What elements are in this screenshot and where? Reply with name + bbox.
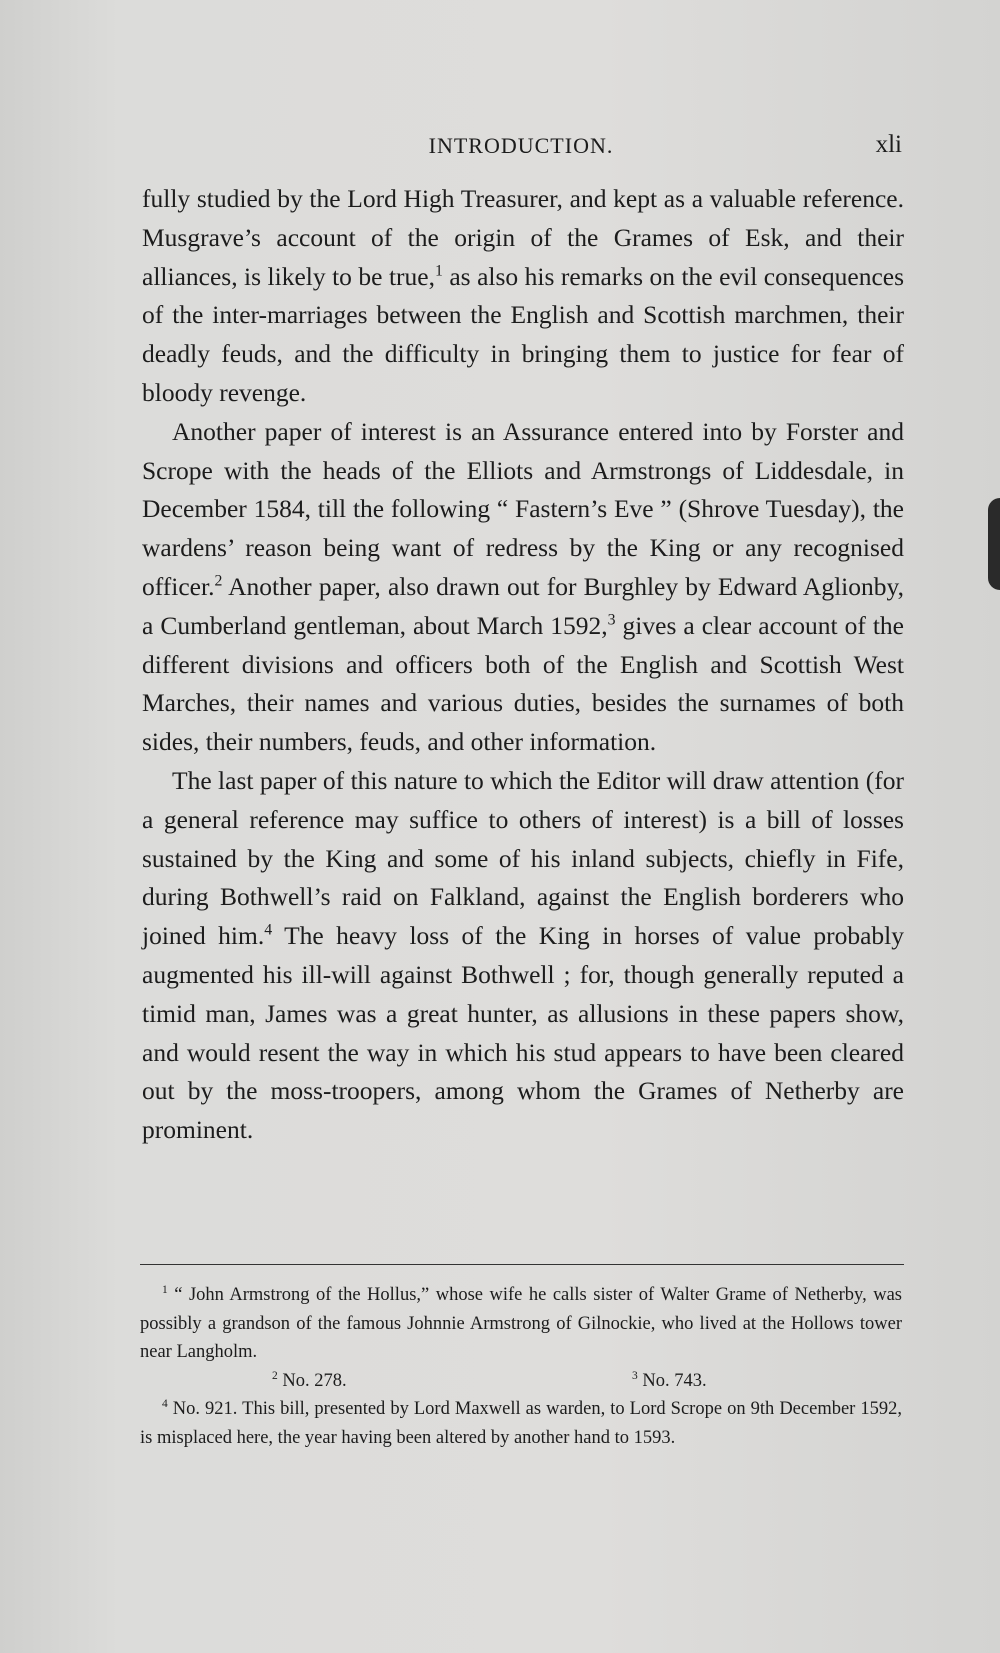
page-header — [140, 129, 902, 165]
footnote-ref-2: 2 — [214, 572, 223, 590]
footnote-rule — [140, 1264, 904, 1265]
footnote-ref-3: 3 — [607, 611, 616, 629]
footnote-3: $^3$ No. 743. — [632, 1369, 707, 1391]
running-head: INTRODUCTION. — [428, 133, 614, 158]
footnote-1: $^1$ “ John Armstrong of the Hollus,” whose wife he calls sister of Walter Grame of Netherby, was possibly a grandson of the famous Johnnie Armstrong of Gilnockie, who lived at the Hollows tower near Langholm. — [140, 1283, 902, 1363]
paragraph-1: fully studied by the Lord High Treasurer, and kept as a valuable reference. Musgrave’s account of the origin of the Grames of Esk, and their alliances, is likely to be true,$^1$ as also his remarks on the evil consequences of the inter-marriages between the English and Scottish marchmen, their deadly feuds, and the difficulty in bringing them to justice for fear of bloody revenge. — [142, 184, 905, 407]
footnotes — [140, 1281, 902, 1453]
footnote-4: $^4$ No. 921. This bill, presented by Lord Maxwell as warden, to Lord Scrope on 9th December 1592, is misplaced here, the year having been altered by another hand to 1593. — [140, 1398, 902, 1448]
page-edge-shadow — [988, 498, 1000, 590]
footnote-row-2-3 — [140, 1367, 902, 1396]
footnote-ref-4: 4 — [264, 921, 273, 939]
paragraph-3: The last paper of this nature to which the Editor will draw attention (for a general reference may suffice to others of interest) is a bill of losses sustained by the King and some of his inland subjects, chiefly in Fife, during Bothwell’s raid on Falkland, against the English borderers who joined him.$^4$ The heavy loss of the King in horses of value probably augmented his ill-will against Bothwell ; for, though generally reputed a timid man, James was a great hunter, as allusions in these papers show, and would resent the way in which his stud appears to have been cleared out by the moss-troopers, among whom the Grames of Netherby are prominent. — [142, 765, 904, 1145]
footnote-ref-1: 1 — [434, 262, 443, 280]
page-number: xli — [875, 131, 902, 158]
paragraph-2: Another paper of interest is an Assurance entered into by Forster and Scrope with the heads of the Elliots and Armstrongs of Liddesdale, in December 1584, till the following “ Fastern’s Eve ” (Shrove Tuesday), the wardens’ reason being want of redress by the King or any recognised officer.$^2$ Another paper, also drawn out for Burghley by Edward Aglionby, a Cumberland gentleman, about March 1592,$^3$ gives a clear account of the different divisions and officers both of the English and Scottish West Marches, their names and various duties, besides the surnames of both sides, their numbers, feuds, and other information. — [142, 416, 904, 757]
body-text — [142, 180, 904, 1150]
footnote-2: $^2$ No. 278. — [272, 1369, 347, 1391]
